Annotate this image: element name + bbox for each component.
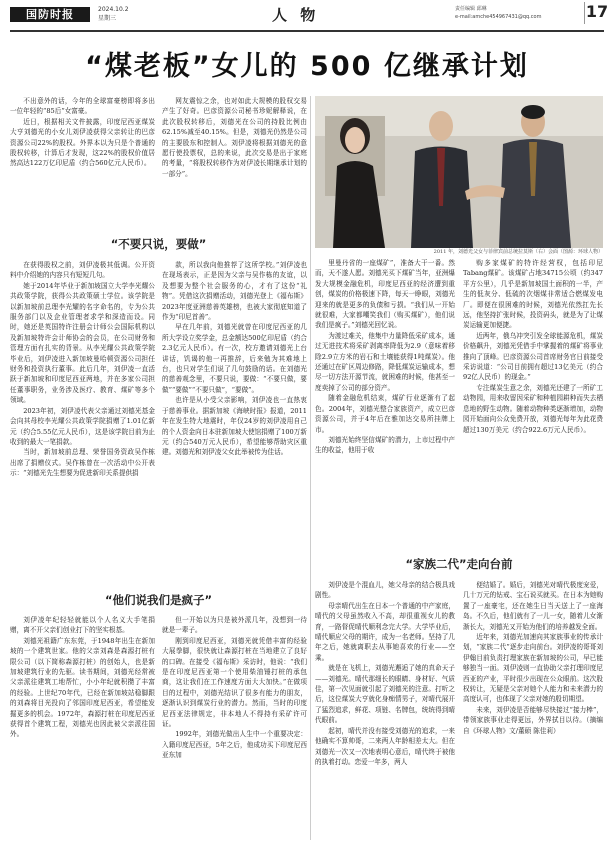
column-2-bottom <box>162 615 307 840</box>
paragraph: 近年来，刘德光加速向其家族事业的传承计划，“家族二代”逐步走向前台。刘伊凌的哥哥刘伊翰目前负责打理家族在新加坡的公司，早已能够独当一面。刘伊凌则一直协助父亲打理印度尼西亚的产业，平时很少出现在公众眼前。这次股权转让，无疑是父亲对她个人能力和未来潜力的高度认可，也体现了父亲对她的殷切期望。 <box>463 633 603 704</box>
issue-date-value: 2024.10.2 <box>98 6 129 13</box>
newspaper-logo: 国防时报 <box>10 7 90 22</box>
editor-name: 责任编辑 邱琳 <box>455 6 487 12</box>
issue-weekday: 星期三 <box>98 15 117 22</box>
column-1-bottom <box>10 615 155 840</box>
column-divider <box>310 96 311 840</box>
column-2-top <box>162 96 307 224</box>
subheading-2: “他们说我们是疯子” <box>104 593 213 607</box>
editor-info <box>455 5 541 21</box>
paragraph: 就是在飞机上，刘德光邂逅了她的真命天子——刘德光。晴代那细长的眼睛、身材好、气质佳，第一次见面就引起了刘德光的注意。打听之后，这位煤炭大亨就化身痴情男子，对晴代展开了猛烈追求，鲜花、项链、名牌包，统统得到晴代眼前。 <box>315 664 455 725</box>
column-1-top <box>10 96 155 224</box>
paragraph: 专注煤炭生意之余，刘德光还建了一所矿工动物园，用来收留因采矿和种植园耕种而失去栖息地的野生动物。随着动物种类逐渐增加，动物园开始面向公众免费开放，刘德光每年为此花费超过130万美元（约合922.6万元人民币）。 <box>463 383 603 434</box>
subheading-3: “家族二代”走向台前 <box>405 557 513 571</box>
column-3-bottom <box>315 580 455 840</box>
paragraph: 在获得股权之前，刘伊凌极其低调。公开资料中介绍她的内容只有短短几句。 <box>10 261 155 280</box>
column-2-mid <box>162 260 307 582</box>
paragraph: 刚到印度尼西亚，刘德光就凭借丰富的经验大展拳脚，很快就让森源打桩在当地建立了良好的口碑。在接受《福布斯》采访时，他说：“我们是在印度尼西亚第一个使用柴油锤打桩的承包商，这让我们在工作速度方面大大加快。”在做项目的过程中，刘德光结识了很多有能力的朋友，逐渐认识到煤炭行业的潜力。然而，当时的印度尼西亚法律规定，非本地人不得持有采矿许可证。 <box>162 636 307 729</box>
section-title: 人 物 <box>272 6 320 24</box>
paragraph: 购多家煤矿的特许经营权，包括印尼Tabang煤矿。该煤矿占地34715公顷（约347平方公里），几乎是新加坡国土面积的一半，产生的低灰分、低硫的次烟煤非常适合燃煤发电厂。即便在很困难的时候，刘德光依然扛先长远，他坚持扩张时候，投资码头，就是为了让煤炭运输更加便捷。 <box>463 259 603 330</box>
issue-date <box>98 5 129 23</box>
paragraph: 起初，晴代并没有接受刘德光的追求，一来他确实不算帅哥，二来两人年龄相差太大。但在刘德光一次又一次地表明心意后，晴代终于被他的执着打动。恋爱一年多，两人 <box>315 726 455 766</box>
paragraph: 不出意外的话，今年的全球富豪榜即将多出一位年轻的“85后”女富豪。 <box>10 97 155 116</box>
column-3 <box>315 258 455 548</box>
header-rule <box>10 30 604 32</box>
page-header <box>0 0 614 30</box>
paragraph: 刘伊凌是个混血儿，她父母亲的结合极具戏剧性。 <box>315 581 455 600</box>
paragraph: 母亲晴代出生在日本一个普通的中产家庭，晴代的父母虽然收入不高，却很重视女儿的教育，一路督促晴代顺利念完大学。大学毕业后，晴代顺应父母的期许，成为一名老师。坚持了几年之后，她就离职去从事她喜欢的行业——空乘。 <box>315 601 455 662</box>
paragraph: 2023年初，刘伊凌代表父亲通过刘德光基金会向其母校李光耀公共政策学院捐赠了1.01亿新元（约合5.55亿元人民币），这是该学院目前为止收到的最大一笔捐款。 <box>10 406 155 446</box>
paragraph: 里曼丹省的一座煤矿”，准备大干一番。然而，天不遂人愿。刘德光买下煤矿当年，亚洲爆发大规模金融危机，印度尼西亚的经济遭到重创，煤炭的价格极速下降，每天一睁眼，刘德光迎来的就是更多的负债和亏损。“我们从一开始就很难，大家都嘲笑我们（购买煤矿），他们说我们是疯子。”刘德光回忆说。 <box>315 259 455 330</box>
page-number: 17 <box>584 2 609 24</box>
paragraph: 刘德光始终坚信煤矿的潜力，上市过程中产生的收益，他用于收 <box>315 435 455 455</box>
paragraph: 当时，新加坡前总理、荣誉国务资政吴作栋出席了捐赠仪式。吴作栋曾在一次活动中公开表示：“刘德光先生想要为促进新印关系提供捐 <box>10 448 155 478</box>
handshake-photo-illustration <box>315 96 603 248</box>
paragraph: 刘伊凌年纪轻轻就能以个人名义大手笔捐赠，离不开父亲们创业打下的坚实根基。 <box>10 616 155 635</box>
paragraph: 为渡过难关，他集中力量降低采矿成本，通过无进技术将采矿剥离率降低为2.9（意味着移除2.9立方米的岩石和土壤能获得1吨煤炭）。他还通过在矿区周边修路，降低煤炭运输成本，想尽一切方法开源节流，就困难的时候，他甚至一度卖掉了公司的部分资产。 <box>315 331 455 392</box>
column-4-bottom <box>463 580 603 840</box>
news-photo <box>315 96 603 248</box>
paragraph: 未来，刘伊凌是否能够尽快接过“接力棒”，带领家族事业走得更远，外界拭目以待。（摘编自《环球人物》文/董硕 陈佳莉） <box>463 705 603 735</box>
editor-email: e-mail:amche454967431@qq.com <box>455 14 542 20</box>
headline: “煤老板”女儿的 500 亿继承计划 <box>85 51 529 82</box>
paragraph: 款，所以我向他推荐了这所学校。”刘伊凌也在现场表示，正是因为父亲与吴作栋的友谊，以及想要为整个社会服务的心，才有了这份“礼物”。凭借这次捐赠活动，刘德光登上《福布斯》2023年度亚洲慈善英雄榜，也被大家彻底知道了作为“印尼首善”。 <box>162 261 307 322</box>
paragraph: 网友震惊之余，也对如此大规模的股权交易产生了好奇。巴彦资源公司秘书珍妮解释说，在此次股权转移后，刘德光在公司的持股比例由62.15%减至40.15%。但是，刘德光仍然是公司的主要股东和控制人。刘伊凌将根据刘德光的意愿行使投票权，总的来说，此次交易是出于家庭的考量，“将股权转移作为对伊凌长期继承计划的一部分”。 <box>162 97 307 178</box>
paragraph: 近两年，俄乌冲突引发全球能源危机，煤炭价格飙升，刘德光凭借手中掌握着的煤矿将事业推向了顶峰。巴彦资源公司首席财务官日前接受采访说道：“公司目前拥有超过13亿美元（约合92亿人民币）的现金。” <box>463 331 603 382</box>
column-1-mid <box>10 260 155 582</box>
photo-caption: 2011 年，刘德光父女与菲律宾前总统拉莫斯（右）会面（图源：环球人物） <box>433 249 603 255</box>
paragraph: 近日，根据相关文件披露，印度尼西亚煤炭大亨刘德光的小女儿刘伊凌获得父亲转让的巴彦资源公司22%的股权。外界本以为只是个普通的股权转移，计算后才发现，这22%的股权价值居然高达122万亿印尼盾（约合560亿元人民币）。 <box>10 117 155 168</box>
paragraph: 便结婚了。婚后，刘德光对晴代极度宠爱，几十万元的钻戒、宝石说买就买。在日本为她购置了一座豪宅，还在她生日当天送上了一座海岛。不久后，他们就有了一儿一女，随着儿女渐渐长大，刘德光又开始为他们的培养越发全面。 <box>463 581 603 631</box>
paragraph: 也许是从小受父亲影响，刘伊凌也一直热衷于慈善事业。据新加坡《海峡时报》报道，2011年在发生特大地震时，年仅24岁的刘伊凌用自己的个人资金向日本驻新加坡大使馆捐赠了100万新元（约合540万元人民币），希望能够帮助灾区重建。刘德光和刘伊凌父女此举被传为佳话。 <box>162 396 307 457</box>
subheading-1: “不要只说，要做” <box>110 237 207 251</box>
paragraph: 但一开始以为只是被外派几年，没想到一待就是一辈子。 <box>162 616 307 635</box>
paragraph: 随着金融危机结束，煤矿行业逐渐有了起色。2004年，刘德光整合家族资产，成立巴彦资源公司，并于4年后在雅加达交易所挂牌上市。 <box>315 394 455 434</box>
column-4 <box>463 258 603 548</box>
paragraph: 刘德光祖籍广东东莞，于1948年出生在新加坡的一个建筑世家。他的父亲刘森是森源打桩有限公司（以下简称森源打桩）的创始人，也是新加坡建筑行业的先驱。读书期间，刘德光经常被父亲派往建筑工地帮忙，小小年纪就积攒了丰富的经验。上世纪70年代，已经在新加坡站稳脚跟的刘森将目光投向了邻国印度尼西亚，希望能发掘更多的机会。1972年，森源打桩在印度尼西亚获得首个建筑工程，刘德光也因此被父亲派往国外。 <box>10 636 155 739</box>
paragraph: 1992年，刘德光做出人生中一个重要决定：入籍印度尼西亚，5年之后，他成功买下印度尼西亚东加 <box>162 730 307 760</box>
paragraph: 她于2014年毕业于新加坡国立大学李光耀公共政策学院，获得公共政策硕士学位。该学院是以新加坡前总理李光耀的名字命名的，专为公共服务部门以及企业管理者求学和深造而设。同时，她还是英国特许注册会计师公会国际机构以及新加坡特许会计师协会的会员，在公司财务和管理方面有扎实的背景。从李光耀公共政策学院毕业后，刘伊凌进入新加坡曼哈顿资源公司担任财务和投资执行董事。此后几年，刘伊凌一直活跃于新加坡和印度尼西亚两地，并在多家公司担任董事职务，业务涉及医疗、教育、煤矿等多个领域。 <box>10 281 155 405</box>
paragraph: 早在几年前，刘德光就曾在印度尼西亚的几所大学设立奖学金，总金额达500亿印尼盾（约合2.3亿元人民币）。有一次，校方邀请刘德光上台讲话，饥谒的他一再推辞，后来勉为其难地上台，也只对学生们说了几句鼓励的话。在刘德光的慈善观念里，不要只说，要做：“不要只做，要做”“要做”“不要只做”，“要做”。 <box>162 323 307 394</box>
